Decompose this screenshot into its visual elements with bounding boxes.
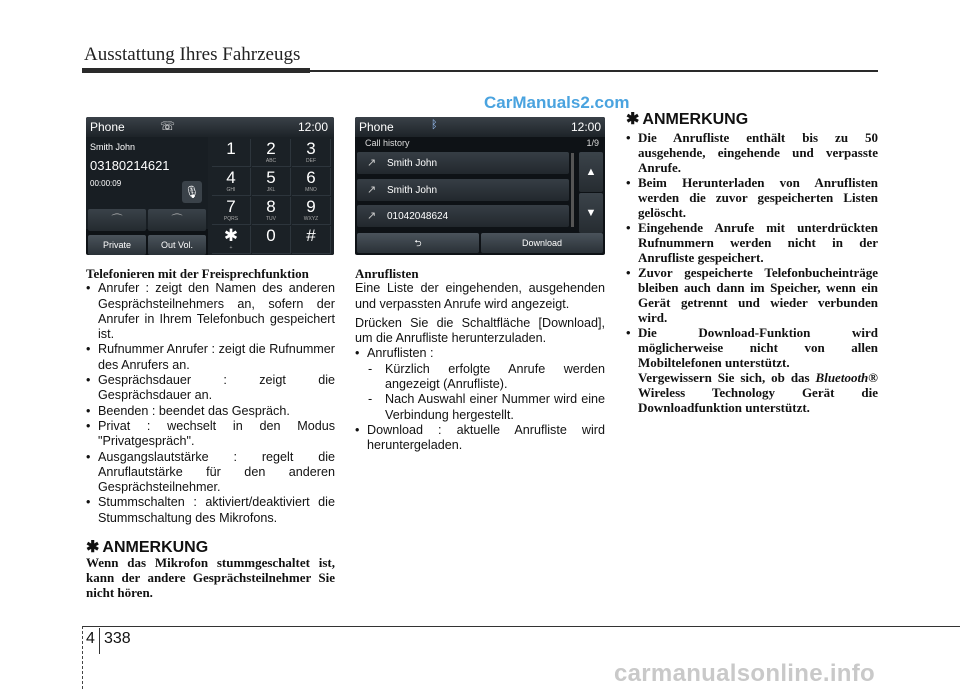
asterisk-icon: ✱ — [86, 539, 100, 557]
keypad-key[interactable] — [212, 168, 251, 196]
header-rule — [310, 70, 878, 72]
note-text: Wenn das Mikrofon stummgeschaltet ist, kann der andere Gesprächsteilnehmer Sie nicht hören. — [86, 555, 335, 601]
list-item: • Rufnummer Anrufer : zeigt die Rufnummer des Anrufers an. — [86, 342, 335, 373]
keypad-key[interactable] — [212, 197, 251, 225]
call-icon: ↗ — [367, 210, 377, 222]
key-digit: 6 — [306, 168, 316, 187]
keypad-key[interactable] — [212, 139, 251, 167]
list-item: • Die Download-Funktion wird möglicherweise nicht von allen Mobiltelefonen unterstützt. — [626, 325, 878, 370]
keypad-key[interactable] — [292, 226, 331, 254]
list-item: • Beenden : beendet das Gespräch. — [86, 404, 335, 419]
key-letters: TUV — [266, 216, 276, 222]
bluetooth-icon: ᛒ — [431, 119, 438, 131]
screen-time: 12:00 — [570, 120, 601, 134]
scroll-up-button[interactable] — [579, 152, 603, 192]
key-letters: WXYZ — [303, 216, 319, 222]
column-1 — [86, 266, 335, 600]
handset-icon: ☏ — [160, 119, 176, 133]
triangle-down-icon: ▼ — [585, 207, 597, 219]
footer-rule — [82, 626, 960, 627]
caller-name: Smith John — [90, 142, 136, 152]
list-item: • Ausgangslautstärke : regelt die Anruflautstärke für den anderen Gesprächsteilnehmer. — [86, 450, 335, 496]
column-2 — [355, 266, 605, 454]
key-letters: MNO — [305, 187, 317, 193]
call-history-screen — [355, 117, 605, 255]
keypad-key[interactable] — [212, 226, 251, 254]
keypad-key[interactable] — [292, 168, 331, 196]
keypad-key[interactable] — [252, 168, 291, 196]
key-digit: # — [306, 226, 316, 245]
history-page: 1/9 — [586, 138, 599, 148]
key-letters: + — [229, 245, 233, 251]
screen-topbar — [86, 117, 334, 137]
section-heading: Anruflisten — [355, 266, 419, 281]
key-letters: DEF — [306, 158, 316, 164]
key-letters: ABC — [265, 158, 277, 164]
history-item[interactable]: ↗ 01042048624 — [357, 205, 569, 227]
history-subtitle: Call history — [365, 138, 410, 148]
asterisk-icon: ✱ — [626, 111, 640, 128]
screen-title: Phone — [359, 120, 394, 134]
list-item: • Anruflisten : — [355, 346, 605, 361]
list-item: • Die Anrufliste enthält bis zu 50 ausgehende, eingehende und verpasste Anrufe. — [626, 130, 878, 175]
note-heading: ✱ ANMERKUNG — [86, 539, 209, 557]
end-call-button[interactable] — [88, 209, 146, 231]
chapter-number: 4 — [86, 630, 95, 647]
hangup-button[interactable] — [148, 209, 206, 231]
call-duration: 00:00:09 — [90, 179, 122, 188]
bluetooth-trademark: Bluetooth® — [815, 370, 878, 386]
keypad-key[interactable] — [252, 226, 291, 254]
keypad-key[interactable] — [252, 197, 291, 225]
key-digit: 4 — [226, 168, 236, 187]
footer-separator — [99, 628, 100, 654]
list-item: • Zuvor gespeicherte Telefonbucheinträge bleiben auch dann im Speicher, wenn ein Gerät getrennt und wieder verbunden wird. — [626, 265, 878, 325]
private-button[interactable]: Private — [88, 235, 146, 255]
call-icon: ↗ — [367, 157, 377, 169]
keypad-key[interactable] — [292, 139, 331, 167]
hangup-icon: ⌒ — [171, 214, 183, 226]
sub-list-item: - Kürzlich erfolgte Anrufe werden angezeigt (Anrufliste). — [355, 362, 605, 393]
key-digit: 8 — [266, 197, 276, 216]
key-digit: ✱ — [223, 226, 239, 245]
list-item: • Download : aktuelle Anrufliste wird heruntergeladen. — [355, 423, 605, 454]
page-header-title: Ausstattung Ihres Fahrzeugs — [84, 44, 301, 65]
header-bar — [82, 68, 310, 73]
out-vol-button[interactable]: Out Vol. — [148, 235, 206, 255]
watermark-top: CarManuals2.com — [484, 93, 630, 112]
footer-crop-mark — [82, 626, 84, 689]
paragraph: Eine Liste der eingehenden, ausgehenden und verpassten Anrufe wird angezeigt. — [355, 281, 605, 311]
key-letters: PQRS — [223, 216, 239, 222]
column-3 — [626, 112, 878, 415]
mute-mic-icon[interactable]: 🎙 — [182, 181, 202, 203]
phone-call-screen — [86, 117, 334, 255]
keypad-key[interactable] — [252, 139, 291, 167]
key-letters: JKL — [266, 187, 276, 193]
screen-title: Phone — [90, 120, 125, 134]
scroll-down-button[interactable] — [579, 193, 603, 233]
triangle-up-icon: ▲ — [585, 166, 597, 178]
paragraph: Drücken Sie die Schaltfläche [Download], um die Anrufliste herunterzuladen. — [355, 315, 605, 346]
history-item[interactable]: ↗ Smith John — [357, 179, 569, 201]
back-button[interactable] — [357, 233, 479, 253]
key-digit: 3 — [306, 139, 316, 158]
section-heading: Telefonieren mit der Freisprechfunktion — [86, 266, 309, 281]
list-item: • Gesprächsdauer : zeigt die Gesprächsdauer an. — [86, 373, 335, 404]
key-digit: 1 — [226, 139, 236, 158]
screen-time: 12:00 — [297, 120, 328, 134]
key-digit: 0 — [266, 226, 276, 245]
history-item[interactable]: ↗ Smith John — [357, 152, 569, 174]
dial-keypad — [208, 137, 334, 255]
list-item: • Beim Herunterladen von Anruflisten werden die zuvor gespeicherten Listen gelöscht. — [626, 175, 878, 220]
note-tail: Vergewissern Sie sich, ob das Bluetooth® Wireless Technology Gerät die Downloadfunktion unterstützt. — [638, 370, 878, 416]
key-digit: 2 — [266, 139, 276, 158]
caller-number: 03180214621 — [90, 158, 170, 173]
back-arrow-icon: ⮌ — [414, 238, 422, 248]
key-letters: GHI — [226, 187, 236, 193]
end-call-icon: ⌒ — [111, 214, 123, 226]
keypad-key[interactable] — [292, 197, 331, 225]
list-item: • Eingehende Anrufe mit unterdrückten Rufnummern werden nicht in der Anrufliste gespeichert. — [626, 220, 878, 265]
screen-topbar — [355, 117, 605, 137]
page-number: 338 — [104, 630, 131, 647]
download-button[interactable]: Download — [481, 233, 603, 253]
list-item: • Stummschalten : aktiviert/deaktiviert die Stummschaltung des Mikrofons. — [86, 495, 335, 526]
scrollbar[interactable] — [571, 153, 574, 227]
sub-list-item: - Nach Auswahl einer Nummer wird eine Verbindung hergestellt. — [355, 392, 605, 423]
key-digit: 5 — [266, 168, 276, 187]
call-icon: ↗ — [367, 184, 377, 196]
key-digit: 7 — [226, 197, 236, 216]
watermark-bottom: carmanualsonline.info — [614, 660, 876, 687]
note-heading: ✱ ANMERKUNG — [626, 111, 749, 128]
key-digit: 9 — [306, 197, 316, 216]
list-item: • Privat : wechselt in den Modus "Privatgespräch". — [86, 419, 335, 450]
list-item: • Anrufer : zeigt den Namen des anderen Gesprächsteilnehmers an, sofern der Anrufer in Ihrem Telefonbuch gespeichert ist. — [86, 281, 335, 342]
